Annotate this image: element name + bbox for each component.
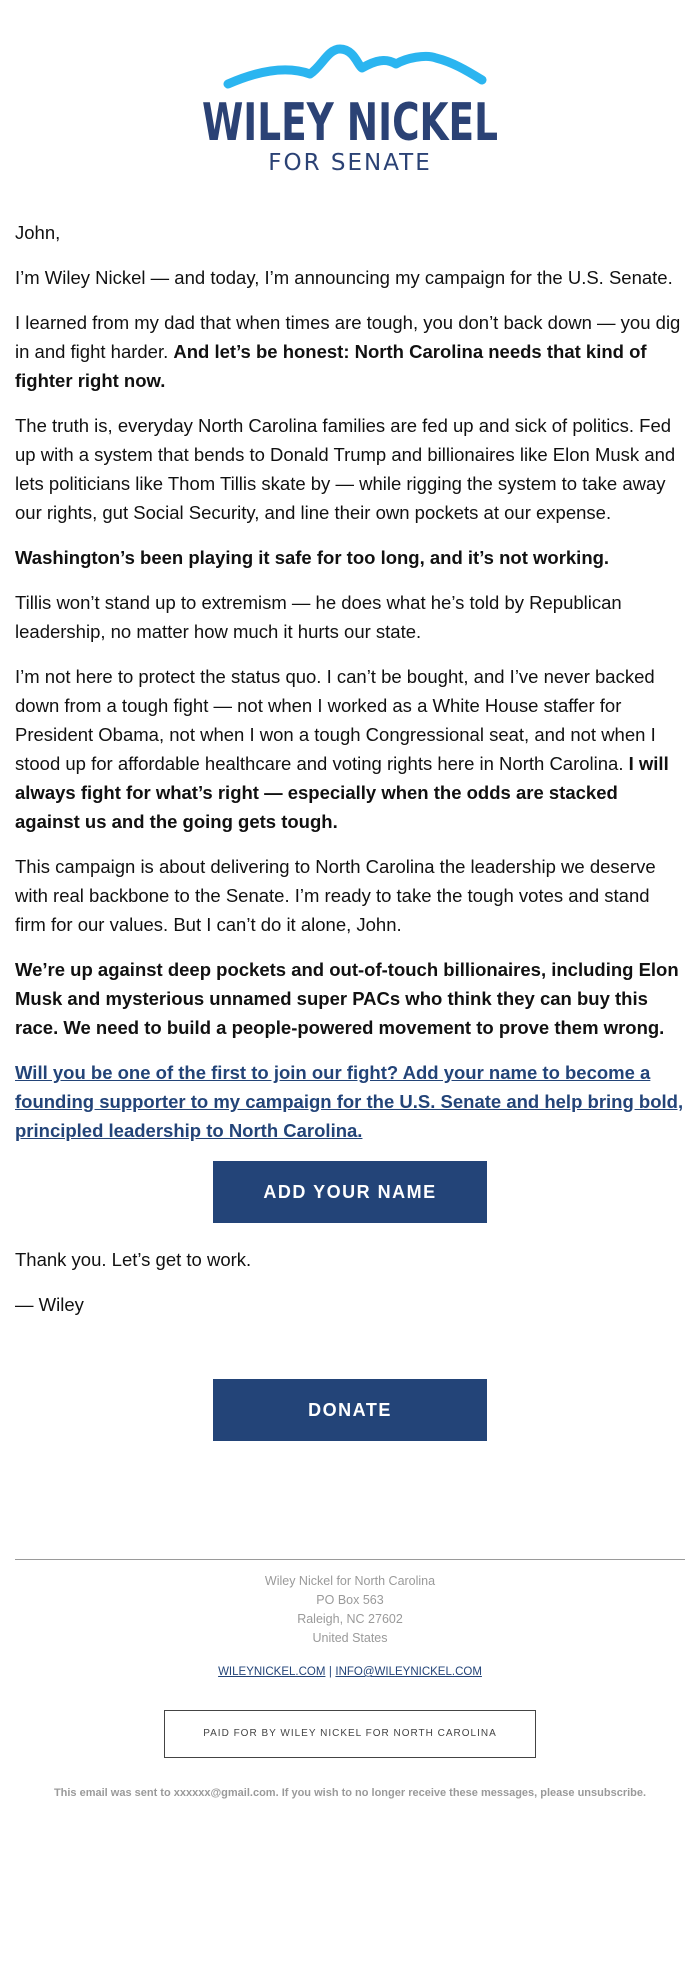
footer-address-line1: PO Box 563 [316,1593,384,1607]
spacer [0,1441,700,1559]
add-your-name-button[interactable]: ADD YOUR NAME [213,1161,487,1223]
paragraph-4-bold: Washington’s been playing it safe for too long, and it’s not working. [15,547,610,568]
paragraph-3: The truth is, everyday North Carolina families are fed up and sick of politics. Fed up with a system that bends to Donald Trump and billionaires like Elon Musk and lets politicians like Thom Tillis skate by — while rigging the system to take away our rights, gut Social Security, and line their own pockets at our expense. [15,415,676,523]
cta-paragraph [15,1058,685,1145]
add-name-row [15,1161,685,1223]
paragraph-1: I’m Wiley Nickel — and today, I’m announcing my campaign for the U.S. Senate. [15,267,673,288]
paragraph-6-text: I’m not here to protect the status quo. I can’t be bought, and I’ve never backed down from a tough fight — not when I worked as a White House staffer for President Obama, not when I won a tough Congressional seat, and not when I stood up for affordable healthcare and voting rights here in North Carolina. [15,666,656,774]
paragraph-6-bold: I will always fight for what’s right — especially when the odds are stacked against us and the going gets tough. [15,753,669,832]
paragraph-8-bold: We’re up against deep pockets and out-of-touch billionaires, including Elon Musk and mysterious unnamed super PACs who think they can buy this race. We need to build a people-powered movement to prove them wrong. [15,959,679,1038]
cta-link[interactable]: Will you be one of the first to join our fight? Add your name to become a founding supporter to my campaign for the U.S. Senate and help bring bold, principled leadership to North Carolina. [15,1062,684,1141]
donate-button[interactable]: DONATE [213,1379,487,1441]
logo-mark [200,44,500,176]
letter-content [0,218,700,1319]
paid-for-row [0,1710,700,1758]
unsubscribe-notice: This email was sent to xxxxxx@gmail.com. If you wish to no longer receive these messages, please unsubscribe. [53,1787,647,1799]
campaign-logo [0,0,700,178]
paragraph-6 [15,662,685,836]
paragraph-4 [15,543,685,572]
paragraph-8 [15,955,685,1042]
paragraph-2 [15,308,685,395]
signoff: — Wiley [15,1294,84,1315]
link-separator: | [328,1666,332,1678]
paragraph-2-text: I learned from my dad that when times are tough, you don’t back down — you dig in and fight harder. [15,312,681,362]
footer-country: United States [312,1631,388,1645]
thanks-line: Thank you. Let’s get to work. [15,1249,252,1270]
logo-name: WILEY NICKEL [202,93,498,153]
paragraph-2-bold: And let’s be honest: North Carolina needs that kind of fighter right now. [15,341,647,391]
paragraph-5: Tillis won’t stand up to extremism — he does what he’s told by Republican leadership, no matter how much it hurts our state. [15,592,622,642]
website-link[interactable]: WILEYNICKEL.COM [218,1666,326,1678]
footer-links [0,1662,700,1682]
footer-address-line2: Raleigh, NC 27602 [297,1612,403,1626]
logo-tagline: FOR SENATE [268,150,432,176]
footer-org: Wiley Nickel for North Carolina [264,1574,436,1588]
paid-for-disclaimer: PAID FOR BY WILEY NICKEL FOR NORTH CAROLINA [164,1710,536,1758]
greeting: John, [15,222,61,243]
email-link[interactable]: INFO@WILEYNICKEL.COM [335,1666,482,1678]
footer [0,1560,700,1803]
mountain-icon [228,49,482,84]
donate-row [0,1379,700,1441]
paragraph-7: This campaign is about delivering to North Carolina the leadership we deserve with real backbone to the Senate. I’m ready to take the tough votes and stand firm for our values. But I can’t do it alone, John. [15,856,656,935]
